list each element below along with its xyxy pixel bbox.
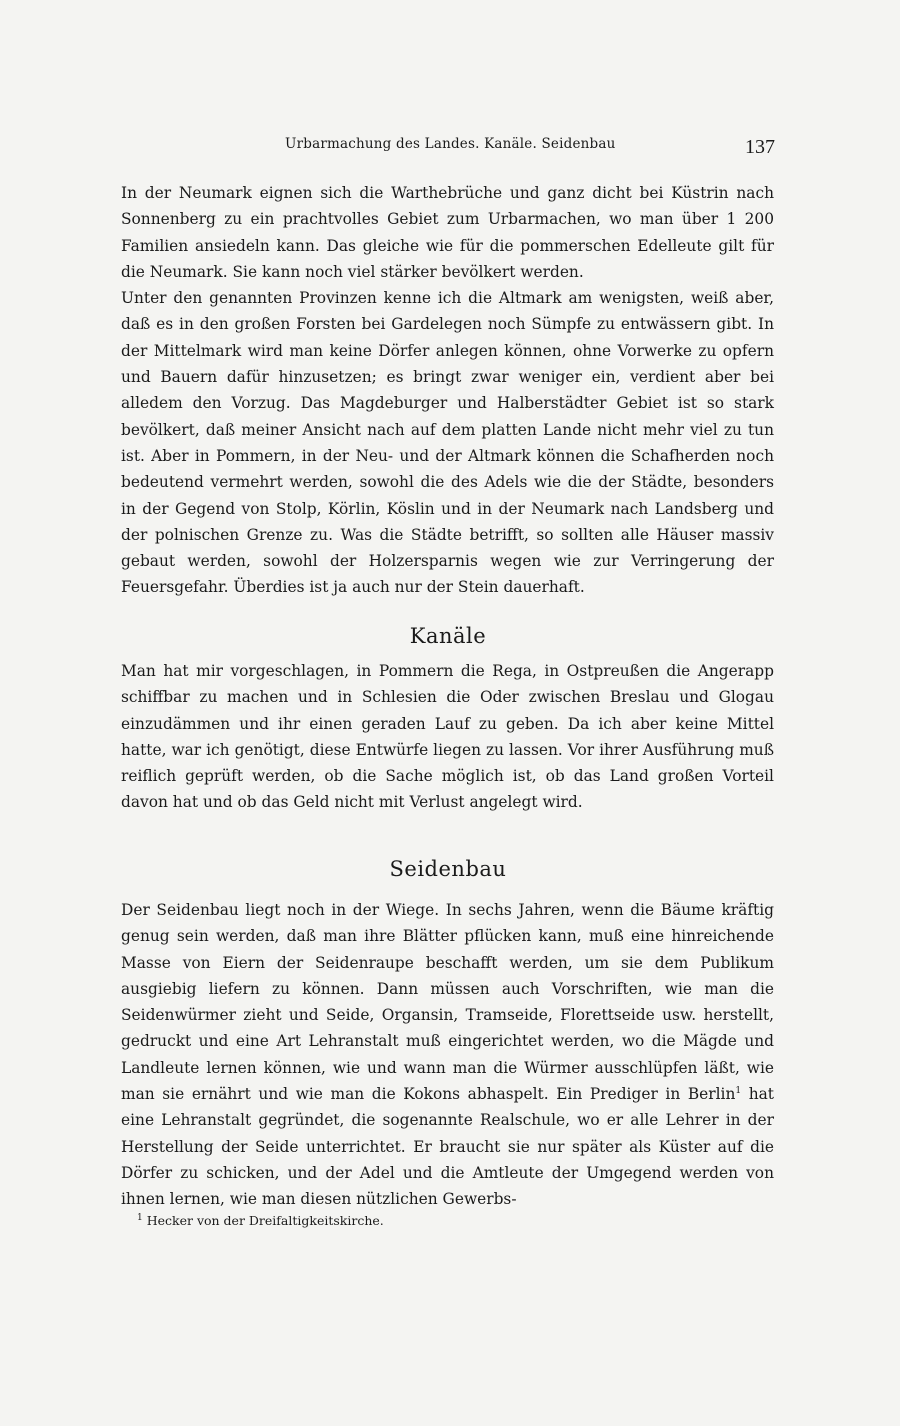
footnote-reference: 1 [735,1085,742,1096]
paragraph: Unter den genannten Provinzen kenne ich die Altmark am wenigsten, weiß aber, daß es in den großen Forsten bei Gardelegen noch Sümpfe zu entwässern gibt. In der Mittelmark wird man keine Dörfer anlegen können, ohne Vorwerke zu opfern und Bauern dafür hinzusetzen; es bringt zwar weniger ein, verdient aber bei alledem den Vorzug. Das Magdeburger und Halberstädter Gebiet ist so stark bevölkert, daß meiner Ansicht nach auf dem platten Lande nicht mehr viel zu tun ist. Aber in Pommern, in der Neu- und der Altmark können die Schafherden noch bedeutend vermehrt werden, sowohl die des Adels wie die der Städte, besonders in der Gegend von Stolp, Körlin, Köslin und in der Neumark nach Landsberg und der polnischen Grenze zu. Was die Städte betrifft, so sollten alle Häuser massiv gebaut werden, sowohl der Holzersparnis wegen wie zur Verringerung der Feuersgefahr. Überdies ist ja auch nur der Stein dauerhaft. [121,289,774,597]
section-title-seidenbau: Seidenbau [389,857,507,881]
book-page [113,0,783,1426]
text-after-note: hat eine Lehranstalt gegründet, die sogenannte Realschule, wo er alle Lehrer in der Herstellung der Seide unterrichtet. Er braucht sie nur später als Küster auf die Dörfer zu schicken, und der Adel und die Amtleute der Umgegend werden von ihnen lernen, wie man diesen nützlichen Gewerbs- [121,1085,774,1209]
seidenbau-text [121,897,774,1213]
section-title-kanaele: Kanäle [409,624,487,648]
paragraph [121,897,774,1213]
footnote-text: Hecker von der Dreifaltigkeitskirche. [146,1213,384,1228]
intro-text [121,180,774,601]
kanaele-text [121,658,774,816]
text-before-note: Der Seidenbau liegt noch in der Wiege. In sechs Jahren, wenn die Bäume kräftig genug sein werden, daß man ihre Blätter pflücken kann, muß eine hinreichende Masse von Eiern der Seidenraupe beschafft werden, um sie dem Publikum ausgiebig liefern zu können. Dann müssen auch Vorschriften, wie man die Seidenwürmer zieht und Seide, Organsin, Tramseide, Florettseide usw. herstellt, gedruckt und eine Art Lehranstalt muß eingerichtet werden, wo die Mägde und Landleute lernen können, wie und wann man die Würmer ausschlüpfen läßt, wie man sie ernährt und wie man die Kokons abhaspelt. Ein Prediger in Berlin [121,901,774,1104]
footnote [137,1213,384,1228]
paragraph: In der Neumark eignen sich die Warthebrüche und ganz dicht bei Küstrin nach Sonnenberg zu ein prachtvolles Gebiet zum Urbarmachen, wo man über 1 200 Familien ansiedeln kann. Das gleiche wie für die pommerschen Edelleute gilt für die Neumark. Sie kann noch viel stärker bevölkert werden. [121,184,774,281]
footnote-marker: 1 [137,1212,143,1223]
running-head: Urbarmachung des Landes. Kanäle. Seidenbau [285,136,616,152]
paragraph: Man hat mir vorgeschlagen, in Pommern die Rega, in Ostpreußen die Angerapp schiffbar zu machen und in Schlesien die Oder zwischen Breslau und Glogau einzudämmen und ihr einen geraden Lauf zu geben. Da ich aber keine Mittel hatte, war ich genötigt, diese Entwürfe liegen zu lassen. Vor ihrer Ausführung muß reiflich geprüft werden, ob die Sache möglich ist, ob das Land großen Vorteil davon hat und ob das Geld nicht mit Verlust angelegt wird. [121,662,774,812]
page-number: 137 [745,136,775,158]
